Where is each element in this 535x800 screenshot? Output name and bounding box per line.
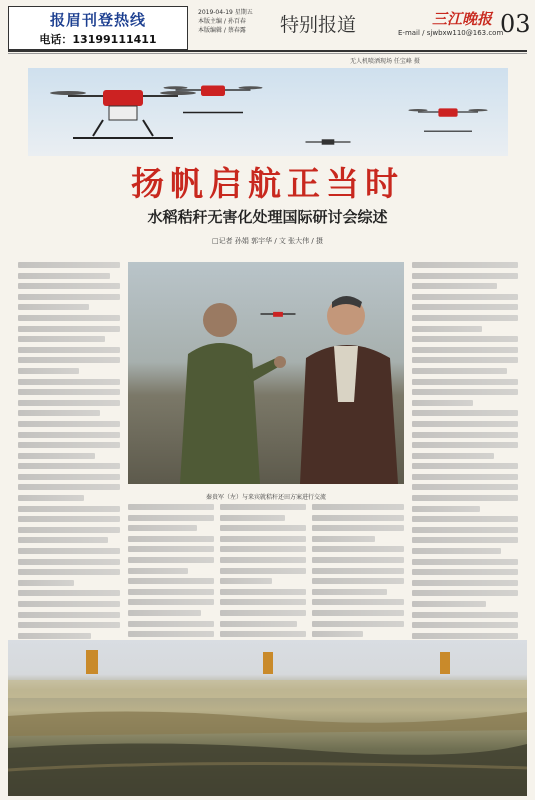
subheadline: 水稻秸秆无害化处理国际研讨会综述: [147, 208, 388, 226]
drone-illustration: [28, 68, 508, 156]
contact-email: E-mail / sjwbxw110@163.com: [398, 29, 504, 37]
banner-flag: [263, 652, 273, 674]
top-photo-credit: 无人机喷洒现场 任宝峰 摄: [350, 58, 420, 65]
text-column-4: [312, 504, 404, 640]
byline: □记者 孙娟 郭宇华 / 文 张大伟 / 摄: [212, 237, 323, 245]
drone-icon: [164, 86, 263, 113]
dateline-date: 2019-04-19 星期五: [198, 9, 253, 16]
section-title: 特别报道: [280, 14, 357, 36]
people-illustration: [128, 262, 404, 484]
dateline-editor-chief: 本版主编 / 孙百春: [198, 18, 246, 25]
hotline-phone: 电话：13199111411: [39, 33, 157, 46]
hotline-title: 报眉刊登热线: [49, 11, 146, 29]
page-number: 03: [500, 10, 531, 38]
dateline-editor: 本版编辑 / 蔡春露: [198, 27, 246, 34]
newspaper-logo: 三江晚报: [432, 10, 493, 28]
banner-flag: [440, 652, 450, 674]
text-column-5: [412, 262, 518, 662]
text-column-3: [220, 504, 306, 640]
dateline: [198, 8, 253, 35]
drone-icon: [50, 90, 196, 138]
drone-icon: [306, 139, 351, 144]
field-photo: [8, 640, 527, 796]
header-rule-thin: [8, 53, 527, 54]
field-illustration: [8, 640, 527, 796]
hotline-box: [8, 6, 188, 50]
banner-flag: [86, 650, 98, 674]
drone-icon: [408, 108, 487, 131]
article-photo: [128, 262, 404, 484]
header-rule: [8, 50, 527, 52]
text-column-2: [128, 504, 214, 640]
headline: 扬帆启航正当时: [131, 164, 404, 203]
drone-photo: [28, 68, 508, 156]
photo-caption: 秦贵军（左）与来宾就秸秆还田方案进行交流: [205, 494, 326, 501]
text-column-1: [18, 262, 120, 662]
